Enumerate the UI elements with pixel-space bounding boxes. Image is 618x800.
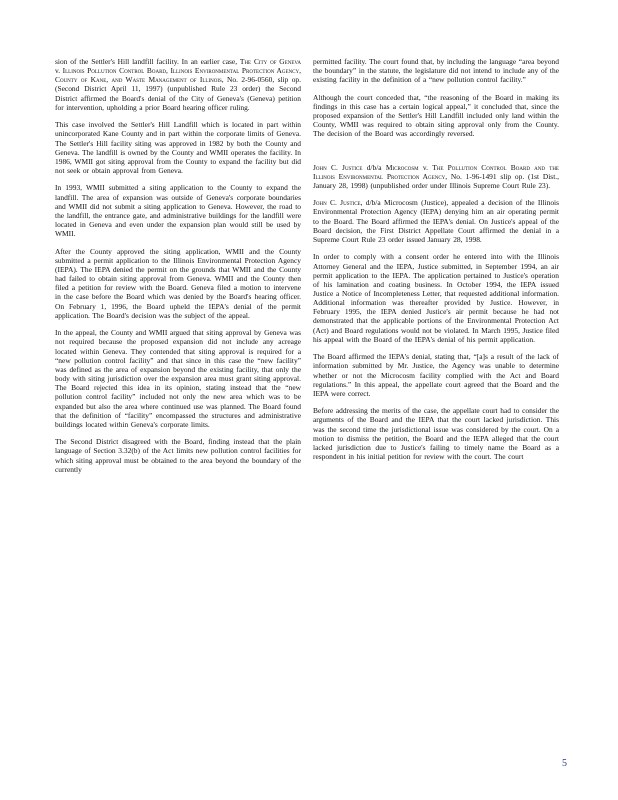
left-paragraph <box>55 57 301 112</box>
case-name: John C. Justice <box>313 198 361 208</box>
case-name: The City of Geneva <box>239 57 301 66</box>
text-run: After the County approved the siting application, WMII and the County submitted a permit application to the Illinois Environmental Protection Agency (IEPA). The IEPA denied the permit on the grounds that WMII and the County had failed to obtain siting approval from Geneva. WMII and the County then filed a petition for review with the Board. Geneva filed a motion to intervene in the case before the Board which was denied by the Board's hearing officer. On February 1, 1996, the Board upheld the IEPA's denial of the permit application. The Board's decision was the subject of the appeal. <box>55 246 301 320</box>
case-citation-heading <box>313 163 559 190</box>
text-run: The Second District disagreed with the Board, finding instead that the plain language of Section 3.32(b) of the Act limits new pollution control facilities for which siting approval must be obtained to the area beyond the boundary of the currently <box>55 437 301 474</box>
right-paragraph <box>313 198 559 244</box>
left-paragraph <box>55 247 301 320</box>
text-run: , No. 2-96-0560, slip op. (Second District April 11, 1997) (unpublished Rule 23 order) the Second District affirmed the Board's denial of the City of Geneva's (Geneva) petition for intervention, upholding a prior Board hearing officer ruling. <box>55 75 301 112</box>
page-number: 5 <box>562 758 567 769</box>
text-run: In the appeal, the County and WMII argued that siting approval by Geneva was not required because the proposed expansion did not include any acreage located within Geneva. They contended that siting approval is required for a “new pollution control facility” and that since in this case the “new facility” was defined as the area of expansion beyond the existing facility, that only the body with siting jurisdiction over the expansion area must grant siting approval. The Board rejected this idea in its opinion, stating instead that the “new pollution control facility” included not only the new area which was to be expanded but also the area where continued use was planned. The Board found that the definition of “facility” encompassed the structures and administrative buildings located within Geneva's corporate limits. <box>55 328 301 429</box>
text-run: v. <box>418 162 433 172</box>
case-name: Microcosm <box>385 162 419 172</box>
text-run: , <box>299 66 301 76</box>
left-paragraph <box>55 120 301 175</box>
right-paragraph <box>313 252 559 344</box>
text-run: , No. 1-96-1491 slip op. (1st Dist., January 28, 1998) (unpublished order under Illinois Supreme Court Rule 23). <box>313 171 559 190</box>
text-run: permitted facility. The court found that, by including the language “area beyond the boundary” in the statute, the legislature did not intend to include any of the existing facility in the definition of a “new pollution control facility.” <box>313 57 559 85</box>
left-paragraph <box>55 328 301 429</box>
text-run: sion of the Settler's Hill landfill facility. In an earlier case, <box>55 57 240 66</box>
case-name: Illinois Environmental Protection Agency <box>170 66 300 76</box>
case-name: and Waste Management of Illinois <box>111 75 222 85</box>
left-column <box>55 57 301 482</box>
text-run: v. <box>55 66 63 76</box>
text-run: , <box>106 75 112 85</box>
right-paragraph <box>313 57 559 84</box>
text-run: This case involved the Settler's Hill Landfill which is located in part within unincorporated Kane County and in part within the corporate limits of Geneva. The Settler's Hill facility siting was approved in 1982 by both the County and Geneva. The landfill is owned by the County and WMII operates the facility. In 1986, WMII got siting approval from the County to expand the facility but did not seek or obtain approval from Geneva. <box>55 120 301 176</box>
text-run: Although the court conceded that, “the reasoning of the Board in making its findings in this case has a certain logical appeal,” it concluded that, since the proposed expansion of the Settler's Hill Landfill included only land within the County, WMII was required to obtain siting approval only from the County. The decision of the Board was accordingly reversed. <box>313 92 559 139</box>
right-paragraph <box>313 93 559 139</box>
text-run: In order to comply with a consent order he entered into with the Illinois Attorney General and the IEPA, Justice submitted, in September 1994, an air permit application to the IEPA. The application pertained to Justice's operation of his lamination and coating business. In October 1994, the IEPA issued Justice a Notice of Incompleteness Letter, that requested additional information. Additional information was thereafter provided by Justice. However, in February 1995, the IEPA denied Justice's air permit because he had not demonstrated that the applicable portions of the Environmental Protection Act (Act) and Board regulations would not be violated. In March 1995, Justice filed his appeal with the Board of the IEPA's denial of his permit application. <box>313 252 559 344</box>
right-column <box>313 57 559 470</box>
text-run: , d/b/a Microcosm (Justice), appealed a decision of the Illinois Environmental Protection Agency (IEPA) denying him an air operating permit to the Board. The Board affirmed the IEPA's denial. On Justice's appeal of the Board decision, the First District Appellate Court affirmed the denial in a Supreme Court Rule 23 order issued January 28, 1998. <box>313 198 559 244</box>
right-paragraph <box>313 406 559 461</box>
text-run: , <box>166 66 171 76</box>
left-paragraph <box>55 183 301 238</box>
text-run: Before addressing the merits of the case, the appellate court had to consider the arguments of the Board and the IEPA that the court lacked jurisdiction. This was the second time the jurisdictional issue was considered by the court. On a motion to dismiss the petition, the Board and the IEPA alleged that the court lacked jurisdiction due to Justice's failing to timely name the Board as a respondent in his initial petition for review with the court. The court <box>313 406 559 462</box>
text-run: In 1993, WMII submitted a siting application to the County to expand the landfill. The area of expansion was outside of Geneva's corporate boundaries and WMII did not submit a siting application to Geneva. However, the road to the landfill, the entrance gate, and administrative buildings for the landfill were located in Geneva and even under the expansion plan would still be used by WMII. <box>55 183 301 239</box>
right-paragraph <box>313 352 559 398</box>
case-name: County of Kane <box>55 75 107 85</box>
case-name: The Pollution Control Board and the Illinois Environmental Protection Agency <box>313 162 559 181</box>
text-run: The Board affirmed the IEPA's denial, stating that, “[a]s a result of the lack of information submitted by Mr. Justice, the Agency was unable to determine whether or not the Microcosm facility complied with the Act and Board regulations.” In this appeal, the appellate court agreed that the Board and the IEPA were correct. <box>313 352 559 398</box>
text-run: d/b/a <box>362 162 386 172</box>
case-name: John C. Justice <box>313 162 363 172</box>
left-paragraph <box>55 437 301 474</box>
case-name: Illinois Pollution Control Board <box>62 66 167 76</box>
